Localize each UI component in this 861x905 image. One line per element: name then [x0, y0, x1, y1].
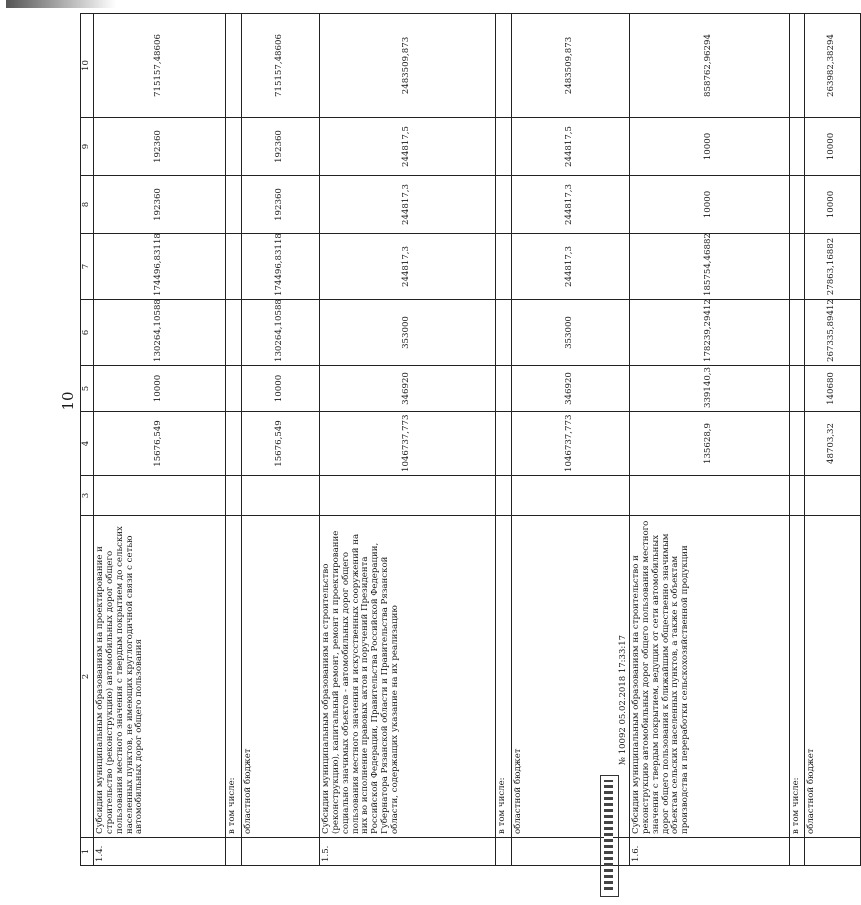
description-cell: в том числе:	[789, 516, 804, 838]
value-cell: 339140,3	[629, 366, 789, 412]
table-row	[789, 14, 804, 866]
value-cell	[93, 476, 225, 516]
value-cell: 192360	[93, 176, 225, 234]
value-cell	[495, 300, 511, 366]
header-cell: 10	[81, 14, 94, 118]
value-cell	[495, 14, 511, 118]
value-cell: 10000	[93, 366, 225, 412]
table-row	[629, 14, 789, 866]
value-cell: 244817,3	[319, 176, 495, 234]
value-cell	[789, 118, 804, 176]
value-cell: 192360	[241, 118, 319, 176]
value-cell: 263982,38294	[804, 14, 860, 118]
scan-seal-stamp	[600, 775, 619, 897]
description-cell: областной бюджет	[511, 516, 629, 838]
value-cell	[804, 476, 860, 516]
row-number-cell	[789, 838, 804, 866]
table-row	[804, 14, 860, 866]
value-cell	[225, 234, 241, 300]
value-cell	[241, 476, 319, 516]
value-cell	[511, 476, 629, 516]
value-cell: 346920	[511, 366, 629, 412]
value-cell: 1046737,773	[319, 412, 495, 476]
table-row	[93, 14, 225, 866]
description-cell: Субсидии муниципальным образованиям на строительство (реконструкцию), капитальный ремонт, ремонт и проектирование социально значимых объектов - автомобильных дорог общего пользования местного значения и искусственных сооружений на них во исполнение правовых актов и поручений Президента Российской Федерации, Правительства Российской Федерации, Губернатора Рязанской области и Правительства Рязанской области, содержащих указание на их реализацию	[319, 516, 495, 838]
value-cell: 2483509,873	[511, 14, 629, 118]
value-cell	[789, 14, 804, 118]
value-cell: 1046737,773	[511, 412, 629, 476]
value-cell: 244817,3	[319, 234, 495, 300]
value-cell: 192360	[241, 176, 319, 234]
value-cell	[789, 234, 804, 300]
header-cell: 1	[81, 838, 94, 866]
value-cell: 174496,83118	[93, 234, 225, 300]
row-number-cell: 1.5.	[319, 838, 495, 866]
header-cell: 2	[81, 516, 94, 838]
table-row	[495, 14, 511, 866]
budget-table	[80, 13, 861, 866]
description-cell: Субсидии муниципальным образованиям на проектирование и строительство (реконструкцию) автомобильных дорог общего пользования местного значения с твердым покрытием до сельских населенных пунктов, не имеющих круглогодичной связи с сетью автомобильных дорог общего пользования	[93, 516, 225, 838]
description-cell: областной бюджет	[241, 516, 319, 838]
header-cell: 3	[81, 476, 94, 516]
value-cell	[225, 412, 241, 476]
header-cell: 4	[81, 412, 94, 476]
description-cell: областной бюджет	[804, 516, 860, 838]
header-cell: 6	[81, 300, 94, 366]
value-cell: 244817,5	[319, 118, 495, 176]
value-cell: 10000	[629, 176, 789, 234]
row-number-cell	[804, 838, 860, 866]
value-cell: 15676,549	[93, 412, 225, 476]
value-cell: 48703,32	[804, 412, 860, 476]
document-registration-stamp: № 10092 05.02.2018 17:33:17	[618, 634, 628, 765]
value-cell: 10000	[629, 118, 789, 176]
row-number-cell	[225, 838, 241, 866]
value-cell	[789, 366, 804, 412]
value-cell	[225, 300, 241, 366]
value-cell: 715157,48606	[93, 14, 225, 118]
value-cell: 244817,3	[511, 176, 629, 234]
value-cell: 10000	[804, 118, 860, 176]
value-cell: 135628,9	[629, 412, 789, 476]
value-cell	[225, 14, 241, 118]
description-cell: Субсидии муниципальным образованиям на строительство и реконструкцию автомобильных дорог общего пользования местного значения с твердым покрытием, ведущих от сети автомобильных дорог общего пользования к ближайшим общественно значимым объектам сельских населенных пунктов, а также к объектам производства и переработки сельскохозяйственной продукции	[629, 516, 789, 838]
value-cell: 185754,46882	[629, 234, 789, 300]
value-cell: 10000	[241, 366, 319, 412]
table-header-row	[81, 14, 94, 866]
value-cell	[789, 300, 804, 366]
value-cell: 130264,10588	[241, 300, 319, 366]
description-cell: в том числе:	[225, 516, 241, 838]
value-cell: 244817,3	[511, 234, 629, 300]
value-cell	[789, 412, 804, 476]
value-cell: 346920	[319, 366, 495, 412]
header-cell: 7	[81, 234, 94, 300]
row-number-cell	[241, 838, 319, 866]
header-cell: 9	[81, 118, 94, 176]
value-cell: 174496,83118	[241, 234, 319, 300]
row-number-cell: 1.6.	[629, 838, 789, 866]
value-cell	[225, 476, 241, 516]
value-cell	[495, 412, 511, 476]
value-cell	[789, 176, 804, 234]
value-cell	[495, 118, 511, 176]
value-cell: 267335,89412	[804, 300, 860, 366]
value-cell	[495, 366, 511, 412]
value-cell: 2483509,873	[319, 14, 495, 118]
row-number-cell	[495, 838, 511, 866]
table-row	[241, 14, 319, 866]
value-cell: 715157,48606	[241, 14, 319, 118]
value-cell: 10000	[804, 176, 860, 234]
value-cell	[225, 118, 241, 176]
value-cell	[789, 476, 804, 516]
row-number-cell: 1.4.	[93, 838, 225, 866]
table-row	[511, 14, 629, 866]
value-cell: 130264,10588	[93, 300, 225, 366]
value-cell: 244817,5	[511, 118, 629, 176]
value-cell	[495, 234, 511, 300]
value-cell: 178239,29412	[629, 300, 789, 366]
value-cell: 140680	[804, 366, 860, 412]
value-cell: 192360	[93, 118, 225, 176]
page-number: 10	[59, 391, 77, 411]
header-cell: 5	[81, 366, 94, 412]
table-row	[319, 14, 495, 866]
value-cell: 27863,16882	[804, 234, 860, 300]
value-cell	[225, 366, 241, 412]
value-cell: 353000	[319, 300, 495, 366]
value-cell: 858762,96294	[629, 14, 789, 118]
table-row	[225, 14, 241, 866]
scan-edge-mark	[6, 0, 116, 8]
value-cell: 353000	[511, 300, 629, 366]
value-cell: 15676,549	[241, 412, 319, 476]
value-cell	[319, 476, 495, 516]
value-cell	[225, 176, 241, 234]
header-cell: 8	[81, 176, 94, 234]
value-cell	[495, 176, 511, 234]
value-cell	[495, 476, 511, 516]
description-cell: в том числе:	[495, 516, 511, 838]
value-cell	[629, 476, 789, 516]
